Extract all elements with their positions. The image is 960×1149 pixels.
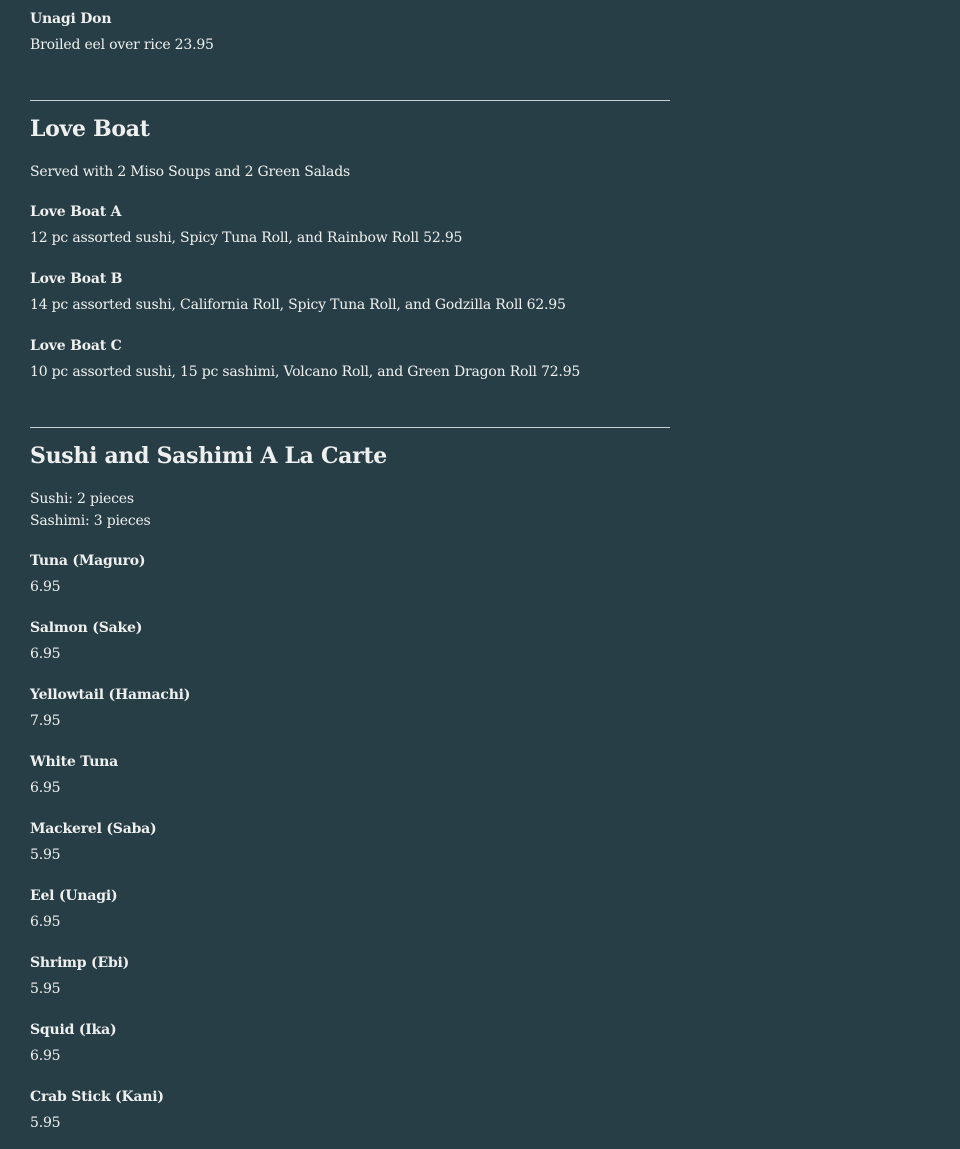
- menu-item: [30, 552, 670, 596]
- item-price: 6.95: [30, 646, 61, 662]
- item-name: Salmon (Sake): [30, 620, 143, 636]
- menu-item: [30, 753, 670, 797]
- item-name: Mackerel (Saba): [30, 821, 157, 837]
- menu-item: [30, 337, 670, 381]
- menu-item: [30, 203, 670, 247]
- item-description: 10 pc assorted sushi, 15 pc sashimi, Volcano Roll, and Green Dragon Roll 72.95: [30, 364, 581, 380]
- item-name: Crab Stick (Kani): [30, 1089, 164, 1105]
- item-name: Tuna (Maguro): [30, 553, 146, 569]
- menu-item: [30, 954, 670, 998]
- menu-item: [30, 619, 670, 663]
- item-name: Love Boat C: [30, 338, 122, 354]
- section-a-la-carte: [30, 442, 670, 532]
- menu-item: [30, 270, 670, 314]
- menu-item: [30, 820, 670, 864]
- menu-item: [30, 1088, 670, 1132]
- item-price: 7.95: [30, 713, 61, 729]
- section-note-sashimi: Sashimi: 3 pieces: [30, 513, 151, 529]
- item-price: 6.95: [30, 1048, 61, 1064]
- item-price: 6.95: [30, 579, 61, 595]
- section-note-sushi: Sushi: 2 pieces: [30, 491, 134, 507]
- section-title: Love Boat: [30, 116, 150, 142]
- menu-item: [30, 887, 670, 931]
- item-description: Broiled eel over rice 23.95: [30, 37, 214, 53]
- item-name: White Tuna: [30, 754, 119, 770]
- item-price: 5.95: [30, 1115, 61, 1131]
- item-name: Unagi Don: [30, 11, 112, 27]
- item-description: 14 pc assorted sushi, California Roll, Spicy Tuna Roll, and Godzilla Roll 62.95: [30, 297, 566, 313]
- item-price: 6.95: [30, 914, 61, 930]
- section-divider: [30, 100, 670, 101]
- section-note: Served with 2 Miso Soups and 2 Green Salads: [30, 164, 350, 180]
- item-name: Love Boat A: [30, 204, 122, 220]
- item-name: Eel (Unagi): [30, 888, 118, 904]
- menu-item-unagi-don: [30, 10, 670, 54]
- item-name: Shrimp (Ebi): [30, 955, 130, 971]
- item-name: Yellowtail (Hamachi): [30, 687, 191, 703]
- item-price: 6.95: [30, 780, 61, 796]
- menu-item: [30, 686, 670, 730]
- item-price: 5.95: [30, 981, 61, 997]
- section-title: Sushi and Sashimi A La Carte: [30, 443, 387, 469]
- item-description: 12 pc assorted sushi, Spicy Tuna Roll, and Rainbow Roll 52.95: [30, 230, 463, 246]
- item-name: Love Boat B: [30, 271, 123, 287]
- item-price: 5.95: [30, 847, 61, 863]
- section-love-boat: [30, 115, 670, 183]
- menu-item: [30, 1021, 670, 1065]
- section-divider: [30, 427, 670, 428]
- item-name: Squid (Ika): [30, 1022, 117, 1038]
